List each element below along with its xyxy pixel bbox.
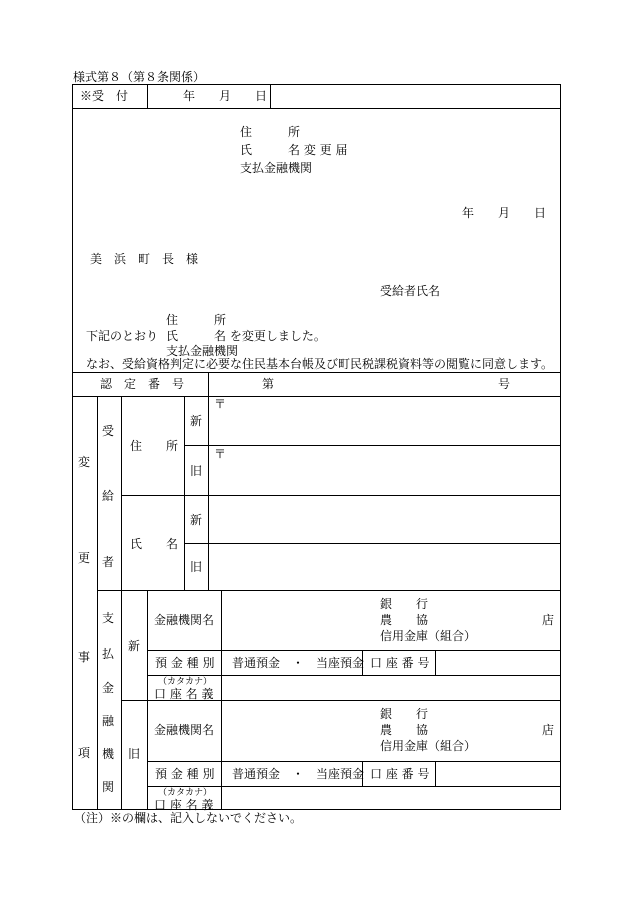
submission-date[interactable]: 年 月 日 <box>462 206 547 220</box>
bank-vertical-char: 融 <box>102 714 115 728</box>
applicant-name-label: 受給者氏名 <box>380 284 441 298</box>
bank-type-agri[interactable]: 農 協 <box>380 613 429 627</box>
title-bank: 支払金融機関 <box>240 161 313 175</box>
statement-name: 氏 名 を変更しました。 <box>166 329 326 343</box>
account-number-label: 口 座 番 号 <box>370 767 430 781</box>
statement-prefix: 下記のとおり <box>86 329 159 343</box>
bank-institution-label: 金融機関名 <box>154 613 215 627</box>
bank-type-credit[interactable]: 信用金庫（組合） <box>380 739 477 753</box>
change-item-char: 事 <box>78 650 91 664</box>
bank-new-label: 新 <box>128 639 141 653</box>
account-holder-label: 口 座 名 義 <box>154 798 214 812</box>
address-new-label: 新 <box>190 414 203 428</box>
bank-vertical-char: 関 <box>102 780 115 794</box>
recipient-char: 給 <box>102 489 115 503</box>
address-old-label: 旧 <box>190 464 203 478</box>
title-address: 住 所 <box>240 125 301 139</box>
name-old-label: 旧 <box>190 560 203 574</box>
cert-dai: 第 <box>262 377 275 391</box>
bank-branch-label: 店 <box>542 723 555 737</box>
deposit-options[interactable]: 普通預金 ・ 当座預金 <box>232 656 365 670</box>
cert-go: 号 <box>498 377 511 391</box>
postal-mark-old[interactable]: 〒 <box>214 447 227 461</box>
recipient-char: 受 <box>102 424 115 438</box>
form-id: 様式第８（第８条関係） <box>73 70 206 84</box>
deposit-options[interactable]: 普通預金 ・ 当座預金 <box>232 767 365 781</box>
statement-address: 住 所 <box>166 313 227 327</box>
deposit-type-label: 預 金 種 別 <box>155 656 215 670</box>
address-label: 住 所 <box>130 439 179 453</box>
name-label: 氏 名 <box>130 537 179 551</box>
bank-type-bank[interactable]: 銀 行 <box>380 597 429 611</box>
consent-text: なお、受給資格判定に必要な住民基本台帳及び町民税課税資料等の閲覧に同意します。 <box>86 357 554 371</box>
bank-type-credit[interactable]: 信用金庫（組合） <box>380 629 477 643</box>
account-holder-kana: （カタカナ） <box>158 677 213 687</box>
change-item-char: 更 <box>78 551 91 565</box>
bank-institution-label: 金融機関名 <box>154 723 215 737</box>
bank-vertical-char: 払 <box>102 647 115 661</box>
account-holder-label: 口 座 名 義 <box>154 687 214 701</box>
reception-date[interactable]: 年 月 日 <box>183 89 268 103</box>
bank-type-agri[interactable]: 農 協 <box>380 723 429 737</box>
bank-vertical-char: 金 <box>102 681 115 695</box>
reception-label: ※受 付 <box>80 89 129 103</box>
statement-bank: 支払金融機関 <box>166 344 239 358</box>
bank-vertical-char: 支 <box>102 611 115 625</box>
account-number-label: 口 座 番 号 <box>370 656 430 670</box>
change-item-char: 項 <box>78 746 91 760</box>
name-new-label: 新 <box>190 513 203 527</box>
addressee: 美 浜 町 長 様 <box>90 252 199 266</box>
postal-mark-new[interactable]: 〒 <box>214 397 227 411</box>
bank-old-label: 旧 <box>128 747 141 761</box>
bank-vertical-char: 機 <box>102 747 115 761</box>
recipient-char: 者 <box>102 555 115 569</box>
footnote: （注）※の欄は、記入しないでください。 <box>74 811 303 825</box>
account-holder-kana: （カタカナ） <box>158 788 213 798</box>
deposit-type-label: 預 金 種 別 <box>155 767 215 781</box>
bank-type-bank[interactable]: 銀 行 <box>380 707 429 721</box>
change-item-char: 変 <box>78 455 91 469</box>
cert-number-label: 認 定 番 号 <box>100 377 185 391</box>
title-name-change: 氏 名 変 更 届 <box>240 143 348 157</box>
bank-branch-label: 店 <box>542 613 555 627</box>
